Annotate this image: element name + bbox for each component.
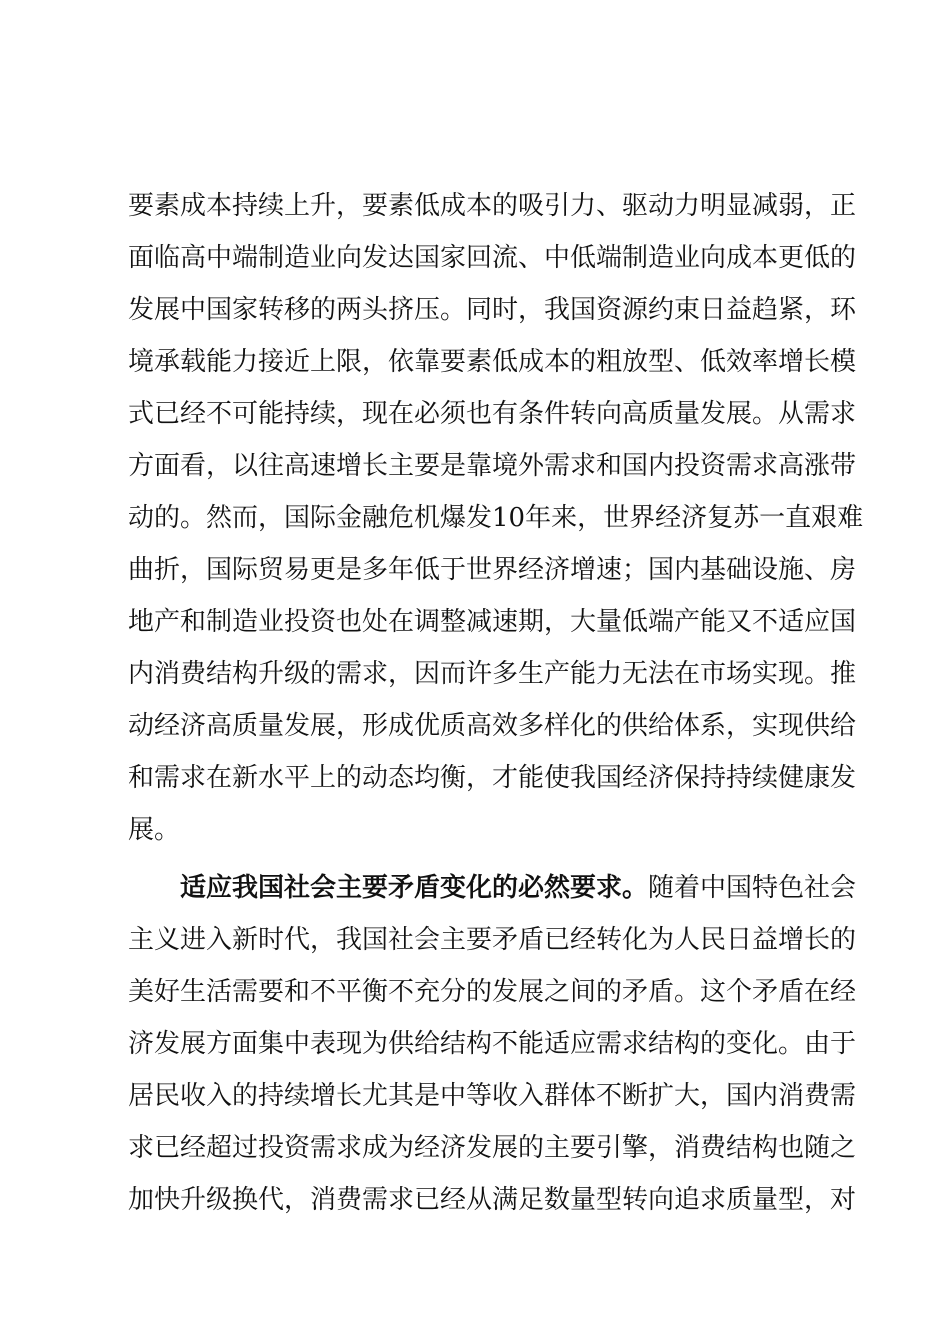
text-line: 动经济高质量发展，形成优质高效多样化的供给体系，实现供给	[128, 711, 857, 741]
text-line: 主义进入新时代，我国社会主要矛盾已经转化为人民日益增长的	[128, 925, 857, 955]
text-line: 加快升级换代，消费需求已经从满足数量型转向追求质量型，对	[128, 1185, 857, 1215]
paragraph-heading: 适应我国社会主要矛盾变化的必然要求。	[180, 873, 649, 903]
paragraph-text: 随着中国特色社会	[648, 873, 857, 903]
text-line: 发展中国家转移的两头挤压。同时，我国资源约束日益趋紧，环	[128, 295, 857, 325]
text-line: 要素成本持续上升，要素低成本的吸引力、驱动力明显减弱，正	[128, 191, 857, 221]
text-line: 境承载能力接近上限，依靠要素低成本的粗放型、低效率增长模	[128, 347, 857, 377]
text-line: 展。	[128, 815, 181, 845]
text-line: 面临高中端制造业向发达国家回流、中低端制造业向成本更低的	[128, 243, 857, 273]
text-line: 居民收入的持续增长尤其是中等收入群体不断扩大，国内消费需	[128, 1081, 857, 1111]
text-line: 地产和制造业投资也处在调整减速期，大量低端产能又不适应国	[128, 607, 857, 637]
text-line: 曲折，国际贸易更是多年低于世界经济增速；国内基础设施、房	[128, 555, 857, 585]
text-line: 济发展方面集中表现为供给结构不能适应需求结构的变化。由于	[128, 1029, 857, 1059]
text-line: 求已经超过投资需求成为经济发展的主要引擎，消费结构也随之	[128, 1133, 857, 1163]
text-line: 式已经不可能持续，现在必须也有条件转向高质量发展。从需求	[128, 399, 857, 429]
text-line: 方面看，以往高速增长主要是靠境外需求和国内投资需求高涨带	[128, 451, 857, 481]
text-line: 美好生活需要和不平衡不充分的发展之间的矛盾。这个矛盾在经	[128, 977, 857, 1007]
text-line: 和需求在新水平上的动态均衡，才能使我国经济保持持续健康发	[128, 763, 857, 793]
text-line: 动的。然而，国际金融危机爆发10年来，世界经济复苏一直艰难	[128, 503, 864, 533]
text-line: 内消费结构升级的需求，因而许多生产能力无法在市场实现。推	[128, 659, 857, 689]
paragraph-first-line	[180, 868, 857, 908]
